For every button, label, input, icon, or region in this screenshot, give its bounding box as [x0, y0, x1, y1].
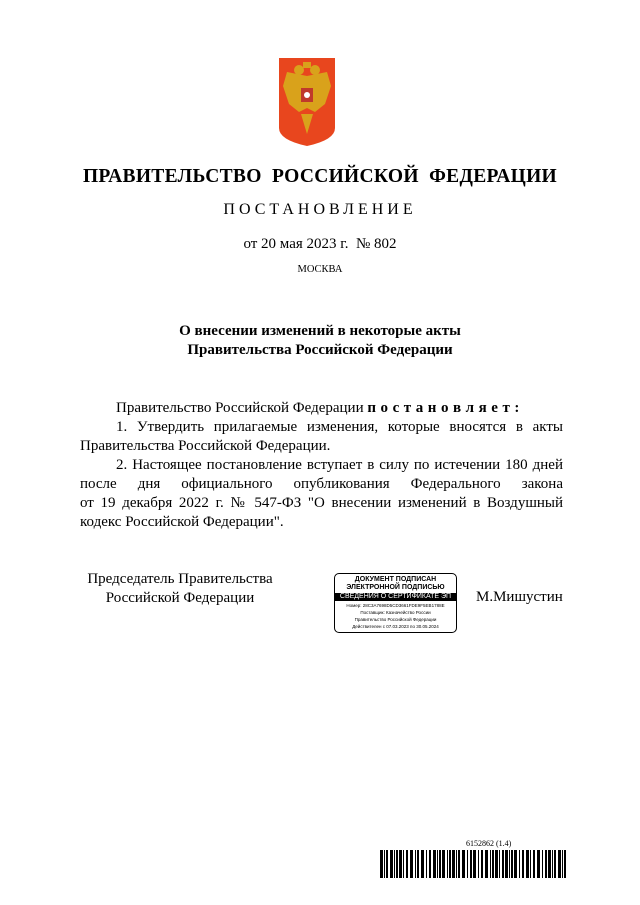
stamp-owner: Правительство Российской Федерации	[354, 617, 437, 622]
barcode-bar	[548, 850, 551, 878]
p2-line-1: 2. Настоящее постановление вступает в силу по истечении 180 дней	[116, 457, 563, 473]
p1-line-2: Правительства Российской Федерации.	[80, 438, 331, 454]
electronic-signature-stamp	[334, 573, 457, 633]
barcode-bar	[485, 850, 488, 878]
p2-line-2: после дня официального опубликования Федерального закона	[80, 476, 563, 492]
barcode-bar	[537, 850, 540, 878]
signatory-position	[80, 570, 280, 608]
barcode-bar	[442, 850, 445, 878]
barcode-bar	[396, 850, 398, 878]
barcode-bar	[499, 850, 500, 878]
p2-line-4: кодекс Российской Федерации".	[80, 514, 284, 530]
barcode-bar	[514, 850, 517, 878]
barcode-bar	[533, 850, 535, 878]
barcode-bar	[495, 850, 498, 878]
barcode-bar	[449, 850, 451, 878]
barcode-bar	[490, 850, 491, 878]
barcode-bar	[433, 850, 436, 878]
barcode-bar	[564, 850, 566, 878]
barcode-bar	[530, 850, 531, 878]
intro-text: Правительство Российской Федерации	[116, 400, 368, 416]
barcode-bar	[473, 850, 476, 878]
barcode-bar	[511, 850, 513, 878]
intro-line	[80, 399, 563, 418]
barcode-bar	[519, 850, 520, 878]
city: МОСКВА	[297, 264, 343, 275]
barcode-bar	[478, 850, 479, 878]
barcode-bar	[456, 850, 457, 878]
barcode-bar	[386, 850, 388, 878]
barcode-bar	[421, 850, 424, 878]
barcode-bar	[509, 850, 510, 878]
barcode-bar	[505, 850, 508, 878]
barcode-bar	[415, 850, 416, 878]
intro-verb: п о с т а н о в л я е т :	[367, 400, 520, 416]
p2-line-3: от 19 декабря 2022 г. № 547-ФЗ "О внесении изменений в Воздушный	[80, 495, 563, 511]
barcode-number: 6152862 (1.4)	[466, 839, 512, 848]
barcode-bar	[554, 850, 556, 878]
barcode-bar	[542, 850, 543, 878]
heading-line-1: О внесении изменений в некоторые акты	[179, 323, 461, 339]
barcode-bar	[481, 850, 483, 878]
heading-line-2: Правительства Российской Федерации	[187, 342, 453, 358]
barcode-bar	[429, 850, 431, 878]
barcode-bar	[492, 850, 494, 878]
barcode-bar	[558, 850, 561, 878]
signatory-name: М.Мишустин	[476, 589, 563, 605]
stamp-cert-bar: СВЕДЕНИЯ О СЕРТИФИКАТЕ ЭП	[335, 593, 456, 601]
barcode-bar	[447, 850, 448, 878]
stamp-supplier: Поставщик: Казначейство России	[360, 610, 431, 615]
barcode-bar	[452, 850, 455, 878]
coat-of-arms-emblem	[279, 58, 335, 146]
barcode-bar	[390, 850, 393, 878]
date-number: от 20 мая 2023 г. № 802	[243, 236, 397, 252]
p1-line-1: 1. Утвердить прилагаемые изменения, которые вносятся в акты	[116, 419, 563, 435]
stamp-line-1: ДОКУМЕНТ ПОДПИСАН	[354, 576, 437, 583]
barcode	[380, 850, 566, 878]
barcode-bar	[562, 850, 563, 878]
barcode-bar	[502, 850, 504, 878]
barcode-bar	[384, 850, 385, 878]
position-line-1: Председатель Правительства	[87, 571, 273, 587]
barcode-bar	[439, 850, 441, 878]
barcode-bar	[526, 850, 529, 878]
stamp-line-2: ЭЛЕКТРОННОЙ ПОДПИСЬЮ	[346, 584, 445, 591]
barcode-bar	[470, 850, 472, 878]
position-line-2: Российской Федерации	[105, 590, 255, 606]
barcode-bar	[545, 850, 547, 878]
stamp-valid: Действителен с 07.03.2023 по 30.05.2024	[352, 624, 439, 629]
document-type: ПОСТАНОВЛЕНИЕ	[223, 201, 417, 218]
barcode-bar	[467, 850, 468, 878]
issuer-title: ПРАВИТЕЛЬСТВО РОССИЙСКОЙ ФЕДЕРАЦИИ	[82, 166, 558, 187]
barcode-bar	[458, 850, 460, 878]
barcode-bar	[403, 850, 404, 878]
barcode-bar	[399, 850, 402, 878]
barcode-bar	[406, 850, 408, 878]
barcode-bar	[437, 850, 438, 878]
barcode-bar	[417, 850, 419, 878]
barcode-bar	[380, 850, 383, 878]
barcode-bar	[410, 850, 413, 878]
barcode-bar	[462, 850, 465, 878]
stamp-number: Номер: 28C3A7698D5CD3661FDE9F5EB1788E	[346, 603, 445, 608]
barcode-bar	[522, 850, 524, 878]
barcode-bar	[426, 850, 427, 878]
barcode-bar	[552, 850, 553, 878]
barcode-bar	[394, 850, 395, 878]
